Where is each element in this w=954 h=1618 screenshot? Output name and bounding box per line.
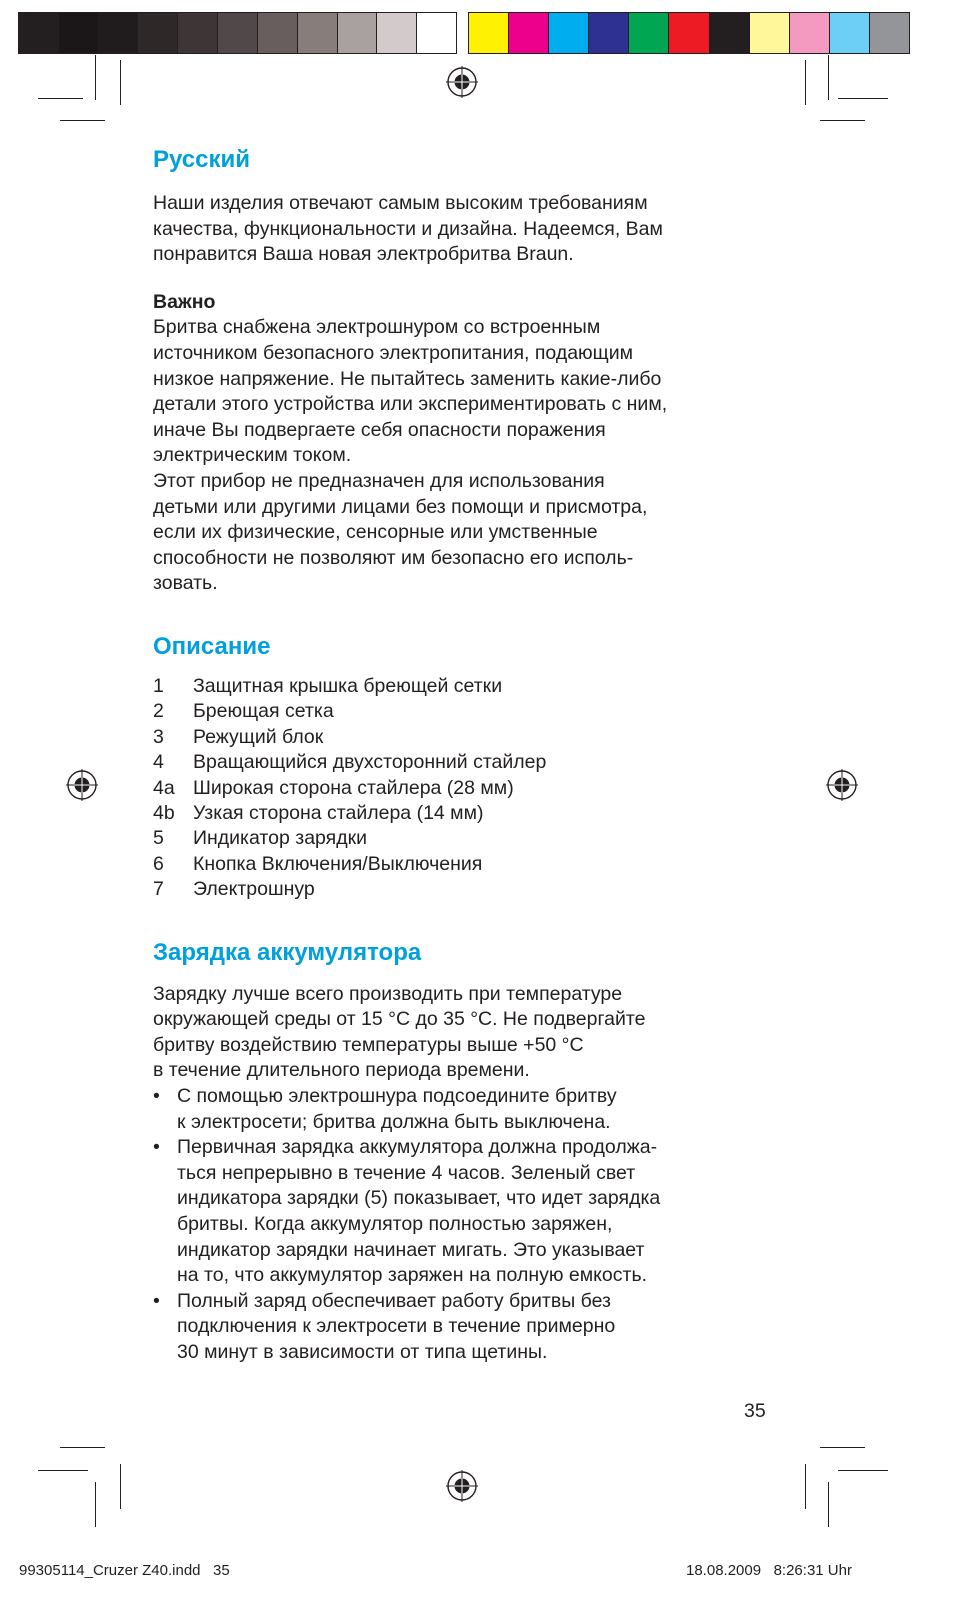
text-line: электрическим током.	[153, 444, 352, 467]
color-swatch	[750, 13, 790, 53]
crop-mark	[60, 1447, 105, 1448]
color-swatch	[218, 13, 258, 53]
bullet-icon: •	[153, 1136, 160, 1159]
intro-paragraph	[153, 191, 793, 268]
list-item	[153, 674, 793, 699]
item-text: Электрошнур	[193, 878, 315, 901]
text-line: источником безопасного электропитания, подающим	[153, 341, 634, 364]
list-item	[153, 877, 793, 902]
item-number: 4b	[153, 801, 175, 824]
color-swatch	[549, 13, 589, 53]
text-line: детали этого устройства или экспериментировать с ним,	[153, 393, 668, 416]
item-number: 5	[153, 827, 164, 850]
text-line: Этот прибор не предназначен для использования	[153, 469, 605, 492]
footer-file-info: 99305114_Cruzer Z40.indd 35	[19, 1562, 230, 1579]
color-swatch	[138, 13, 178, 53]
charging-intro	[153, 982, 793, 1084]
color-swatch	[99, 13, 139, 53]
color-swatch	[59, 13, 99, 53]
text-line: иначе Вы подвергаете себя опасности поражения	[153, 418, 606, 441]
registration-mark-icon	[446, 66, 478, 98]
item-text: Индикатор зарядки	[193, 827, 368, 850]
bullet-icon: •	[153, 1289, 160, 1312]
item-number: 3	[153, 725, 164, 748]
text-line: окружающей среды от 15 °C до 35 °C. Не подвергайте	[153, 1008, 646, 1031]
text-line: на то, что аккумулятор заряжен на полную емкость.	[177, 1264, 648, 1287]
section-title-description: Описание	[153, 632, 271, 660]
item-number: 1	[153, 674, 164, 697]
color-swatch	[509, 13, 549, 53]
crop-mark	[95, 55, 96, 100]
crop-mark	[95, 1482, 96, 1527]
text-line: С помощью электрошнура подсоедините бритву	[177, 1084, 617, 1107]
text-line: качества, функциональности и дизайна. Надеемся, Вам	[153, 217, 663, 240]
crop-mark	[805, 60, 806, 105]
crop-mark	[828, 1482, 829, 1527]
process-color-bar	[468, 12, 910, 54]
item-text: Узкая сторона стайлера (14 мм)	[193, 801, 484, 824]
color-swatch	[710, 13, 750, 53]
text-line: Первичная зарядка аккумулятора должна продолжа-	[177, 1136, 658, 1159]
text-line: низкое напряжение. Не пытайтесь заменить какие-либо	[153, 367, 662, 390]
crop-mark	[838, 1470, 888, 1471]
list-item	[153, 852, 793, 877]
color-swatch	[417, 13, 456, 53]
item-text: Кнопка Включения/Выключения	[193, 852, 483, 875]
list-item	[153, 776, 793, 801]
color-swatch	[830, 13, 870, 53]
list-item	[153, 1135, 793, 1289]
charging-bullets	[153, 1084, 793, 1366]
color-swatch	[629, 13, 669, 53]
color-swatch	[258, 13, 298, 53]
item-text: Вращающийся двухсторонний стайлер	[193, 751, 547, 774]
crop-mark	[838, 98, 888, 99]
crop-mark	[820, 120, 865, 121]
registration-mark-icon	[66, 769, 98, 801]
text-line: зовать.	[153, 572, 218, 595]
item-text: Режущий блок	[193, 725, 324, 748]
list-item	[153, 801, 793, 826]
crop-mark	[120, 60, 121, 105]
crop-mark	[60, 120, 105, 121]
crop-mark	[820, 1447, 865, 1448]
list-item	[153, 750, 793, 775]
color-swatch	[338, 13, 378, 53]
text-line: ться непрерывно в течение 4 часов. Зеленый свет	[177, 1161, 636, 1184]
color-swatch	[19, 13, 59, 53]
item-text: Широкая сторона стайлера (28 мм)	[193, 776, 514, 799]
page-content	[153, 145, 793, 1365]
parts-list	[153, 674, 793, 903]
crop-mark	[805, 1464, 806, 1509]
item-number: 4a	[153, 776, 175, 799]
important-paragraph	[153, 315, 793, 597]
list-item	[153, 725, 793, 750]
item-text: Защитная крышка бреющей сетки	[193, 674, 503, 697]
list-item	[153, 826, 793, 851]
item-number: 6	[153, 852, 164, 875]
page-number: 35	[744, 1400, 766, 1422]
list-item	[153, 699, 793, 724]
color-swatch	[790, 13, 830, 53]
text-line: индикатора зарядки (5) показывает, что идет зарядка	[177, 1187, 661, 1210]
crop-mark	[120, 1464, 121, 1509]
section-title-russian: Русский	[153, 146, 250, 173]
crop-mark	[828, 55, 829, 100]
text-line: Наши изделия отвечают самым высоким требованиям	[153, 192, 648, 214]
text-line: Зарядку лучше всего производить при температуре	[153, 982, 623, 1005]
text-line: понравится Ваша новая электробритва Braun.	[153, 243, 574, 266]
text-line: 30 минут в зависимости от типа щетины.	[177, 1340, 548, 1363]
color-swatch	[589, 13, 629, 53]
important-heading: Важно	[153, 290, 216, 313]
item-number: 2	[153, 700, 164, 723]
text-line: в течение длительного периода времени.	[153, 1059, 530, 1082]
registration-mark-icon	[446, 1470, 478, 1502]
text-line: Полный заряд обеспечивает работу бритвы без	[177, 1289, 611, 1312]
text-line: способности не позволяют им безопасно его исполь-	[153, 546, 634, 569]
color-swatch	[669, 13, 709, 53]
text-line: детьми или другими лицами без помощи и присмотра,	[153, 495, 648, 518]
section-title-charging: Зарядка аккумулятора	[153, 938, 422, 966]
registration-mark-icon	[826, 769, 858, 801]
text-line: бритву воздействию температуры выше +50 °C	[153, 1033, 584, 1056]
list-item	[153, 1084, 793, 1135]
color-swatch	[178, 13, 218, 53]
text-line: если их физические, сенсорные или умственные	[153, 521, 598, 544]
color-swatch	[298, 13, 338, 53]
item-number: 4	[153, 751, 164, 774]
text-line: индикатор зарядки начинает мигать. Это указывает	[177, 1238, 645, 1261]
footer-timestamp: 18.08.2009 8:26:31 Uhr	[686, 1562, 852, 1579]
text-line: подключения к электросети в течение примерно	[177, 1315, 616, 1338]
color-swatch	[469, 13, 509, 53]
color-swatch	[870, 13, 909, 53]
color-swatch	[377, 13, 417, 53]
item-text: Бреющая сетка	[193, 700, 334, 723]
grayscale-color-bar	[18, 12, 457, 54]
crop-mark	[38, 1470, 88, 1471]
text-line: к электросети; бритва должна быть выключена.	[177, 1110, 611, 1133]
text-line: бритвы. Когда аккумулятор полностью заряжен,	[177, 1212, 613, 1235]
bullet-icon: •	[153, 1084, 160, 1107]
item-number: 7	[153, 878, 164, 901]
text-line: Бритва снабжена электрошнуром со встроенным	[153, 316, 601, 339]
crop-mark	[38, 98, 83, 99]
list-item	[153, 1289, 793, 1366]
